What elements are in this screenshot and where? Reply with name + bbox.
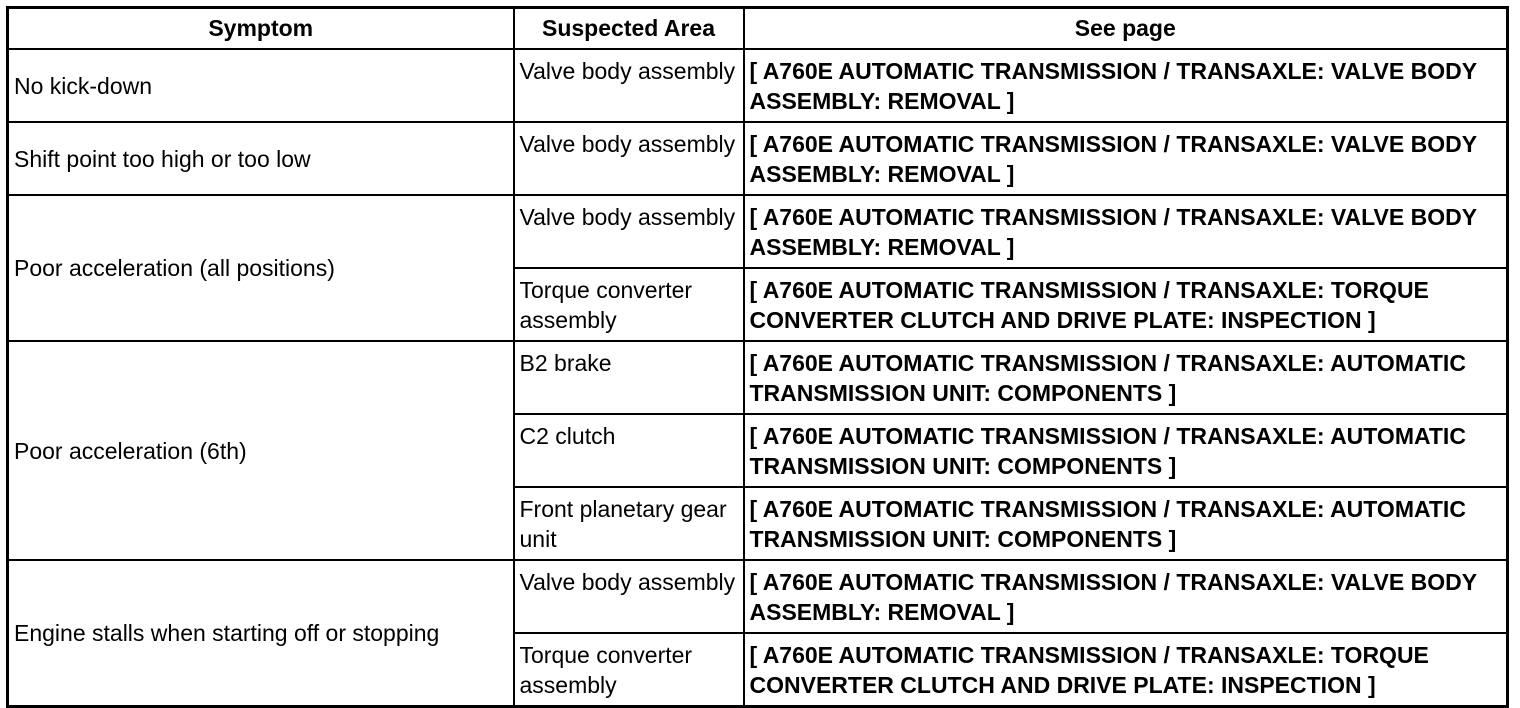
suspected-area-cell: Valve body assembly	[514, 122, 744, 195]
symptom-table	[6, 6, 1509, 708]
symptom-cell: Poor acceleration (6th)	[8, 341, 514, 560]
symptom-cell: Shift point too high or too low	[8, 122, 514, 195]
suspected-area-cell: Front planetary gear unit	[514, 487, 744, 560]
column-header-see-page: See page	[744, 8, 1508, 50]
column-header-symptom: Symptom	[8, 8, 514, 50]
table-row	[8, 341, 1508, 414]
see-page-link[interactable]: [ A760E AUTOMATIC TRANSMISSION / TRANSAXLE: AUTOMATIC TRANSMISSION UNIT: COMPONENTS ]	[744, 487, 1508, 560]
suspected-area-cell: Torque converter assembly	[514, 268, 744, 341]
suspected-area-cell: Valve body assembly	[514, 195, 744, 268]
suspected-area-cell: Valve body assembly	[514, 49, 744, 122]
symptom-cell: Poor acceleration (all positions)	[8, 195, 514, 341]
table-row	[8, 560, 1508, 633]
suspected-area-cell: B2 brake	[514, 341, 744, 414]
table-row	[8, 195, 1508, 268]
see-page-link[interactable]: [ A760E AUTOMATIC TRANSMISSION / TRANSAXLE: VALVE BODY ASSEMBLY: REMOVAL ]	[744, 122, 1508, 195]
symptom-cell: Engine stalls when starting off or stopping	[8, 560, 514, 707]
suspected-area-cell: Valve body assembly	[514, 560, 744, 633]
see-page-link[interactable]: [ A760E AUTOMATIC TRANSMISSION / TRANSAXLE: TORQUE CONVERTER CLUTCH AND DRIVE PLATE: INSPECTION ]	[744, 268, 1508, 341]
see-page-link[interactable]: [ A760E AUTOMATIC TRANSMISSION / TRANSAXLE: VALVE BODY ASSEMBLY: REMOVAL ]	[744, 195, 1508, 268]
table-row	[8, 49, 1508, 122]
suspected-area-cell: Torque converter assembly	[514, 633, 744, 707]
suspected-area-cell: C2 clutch	[514, 414, 744, 487]
column-header-suspected-area: Suspected Area	[514, 8, 744, 50]
see-page-link[interactable]: [ A760E AUTOMATIC TRANSMISSION / TRANSAXLE: AUTOMATIC TRANSMISSION UNIT: COMPONENTS ]	[744, 414, 1508, 487]
see-page-link[interactable]: [ A760E AUTOMATIC TRANSMISSION / TRANSAXLE: AUTOMATIC TRANSMISSION UNIT: COMPONENTS ]	[744, 341, 1508, 414]
table-row	[8, 122, 1508, 195]
symptom-cell: No kick-down	[8, 49, 514, 122]
see-page-link[interactable]: [ A760E AUTOMATIC TRANSMISSION / TRANSAXLE: VALVE BODY ASSEMBLY: REMOVAL ]	[744, 49, 1508, 122]
table-header-row	[8, 8, 1508, 50]
see-page-link[interactable]: [ A760E AUTOMATIC TRANSMISSION / TRANSAXLE: VALVE BODY ASSEMBLY: REMOVAL ]	[744, 560, 1508, 633]
see-page-link[interactable]: [ A760E AUTOMATIC TRANSMISSION / TRANSAXLE: TORQUE CONVERTER CLUTCH AND DRIVE PLATE: INSPECTION ]	[744, 633, 1508, 707]
